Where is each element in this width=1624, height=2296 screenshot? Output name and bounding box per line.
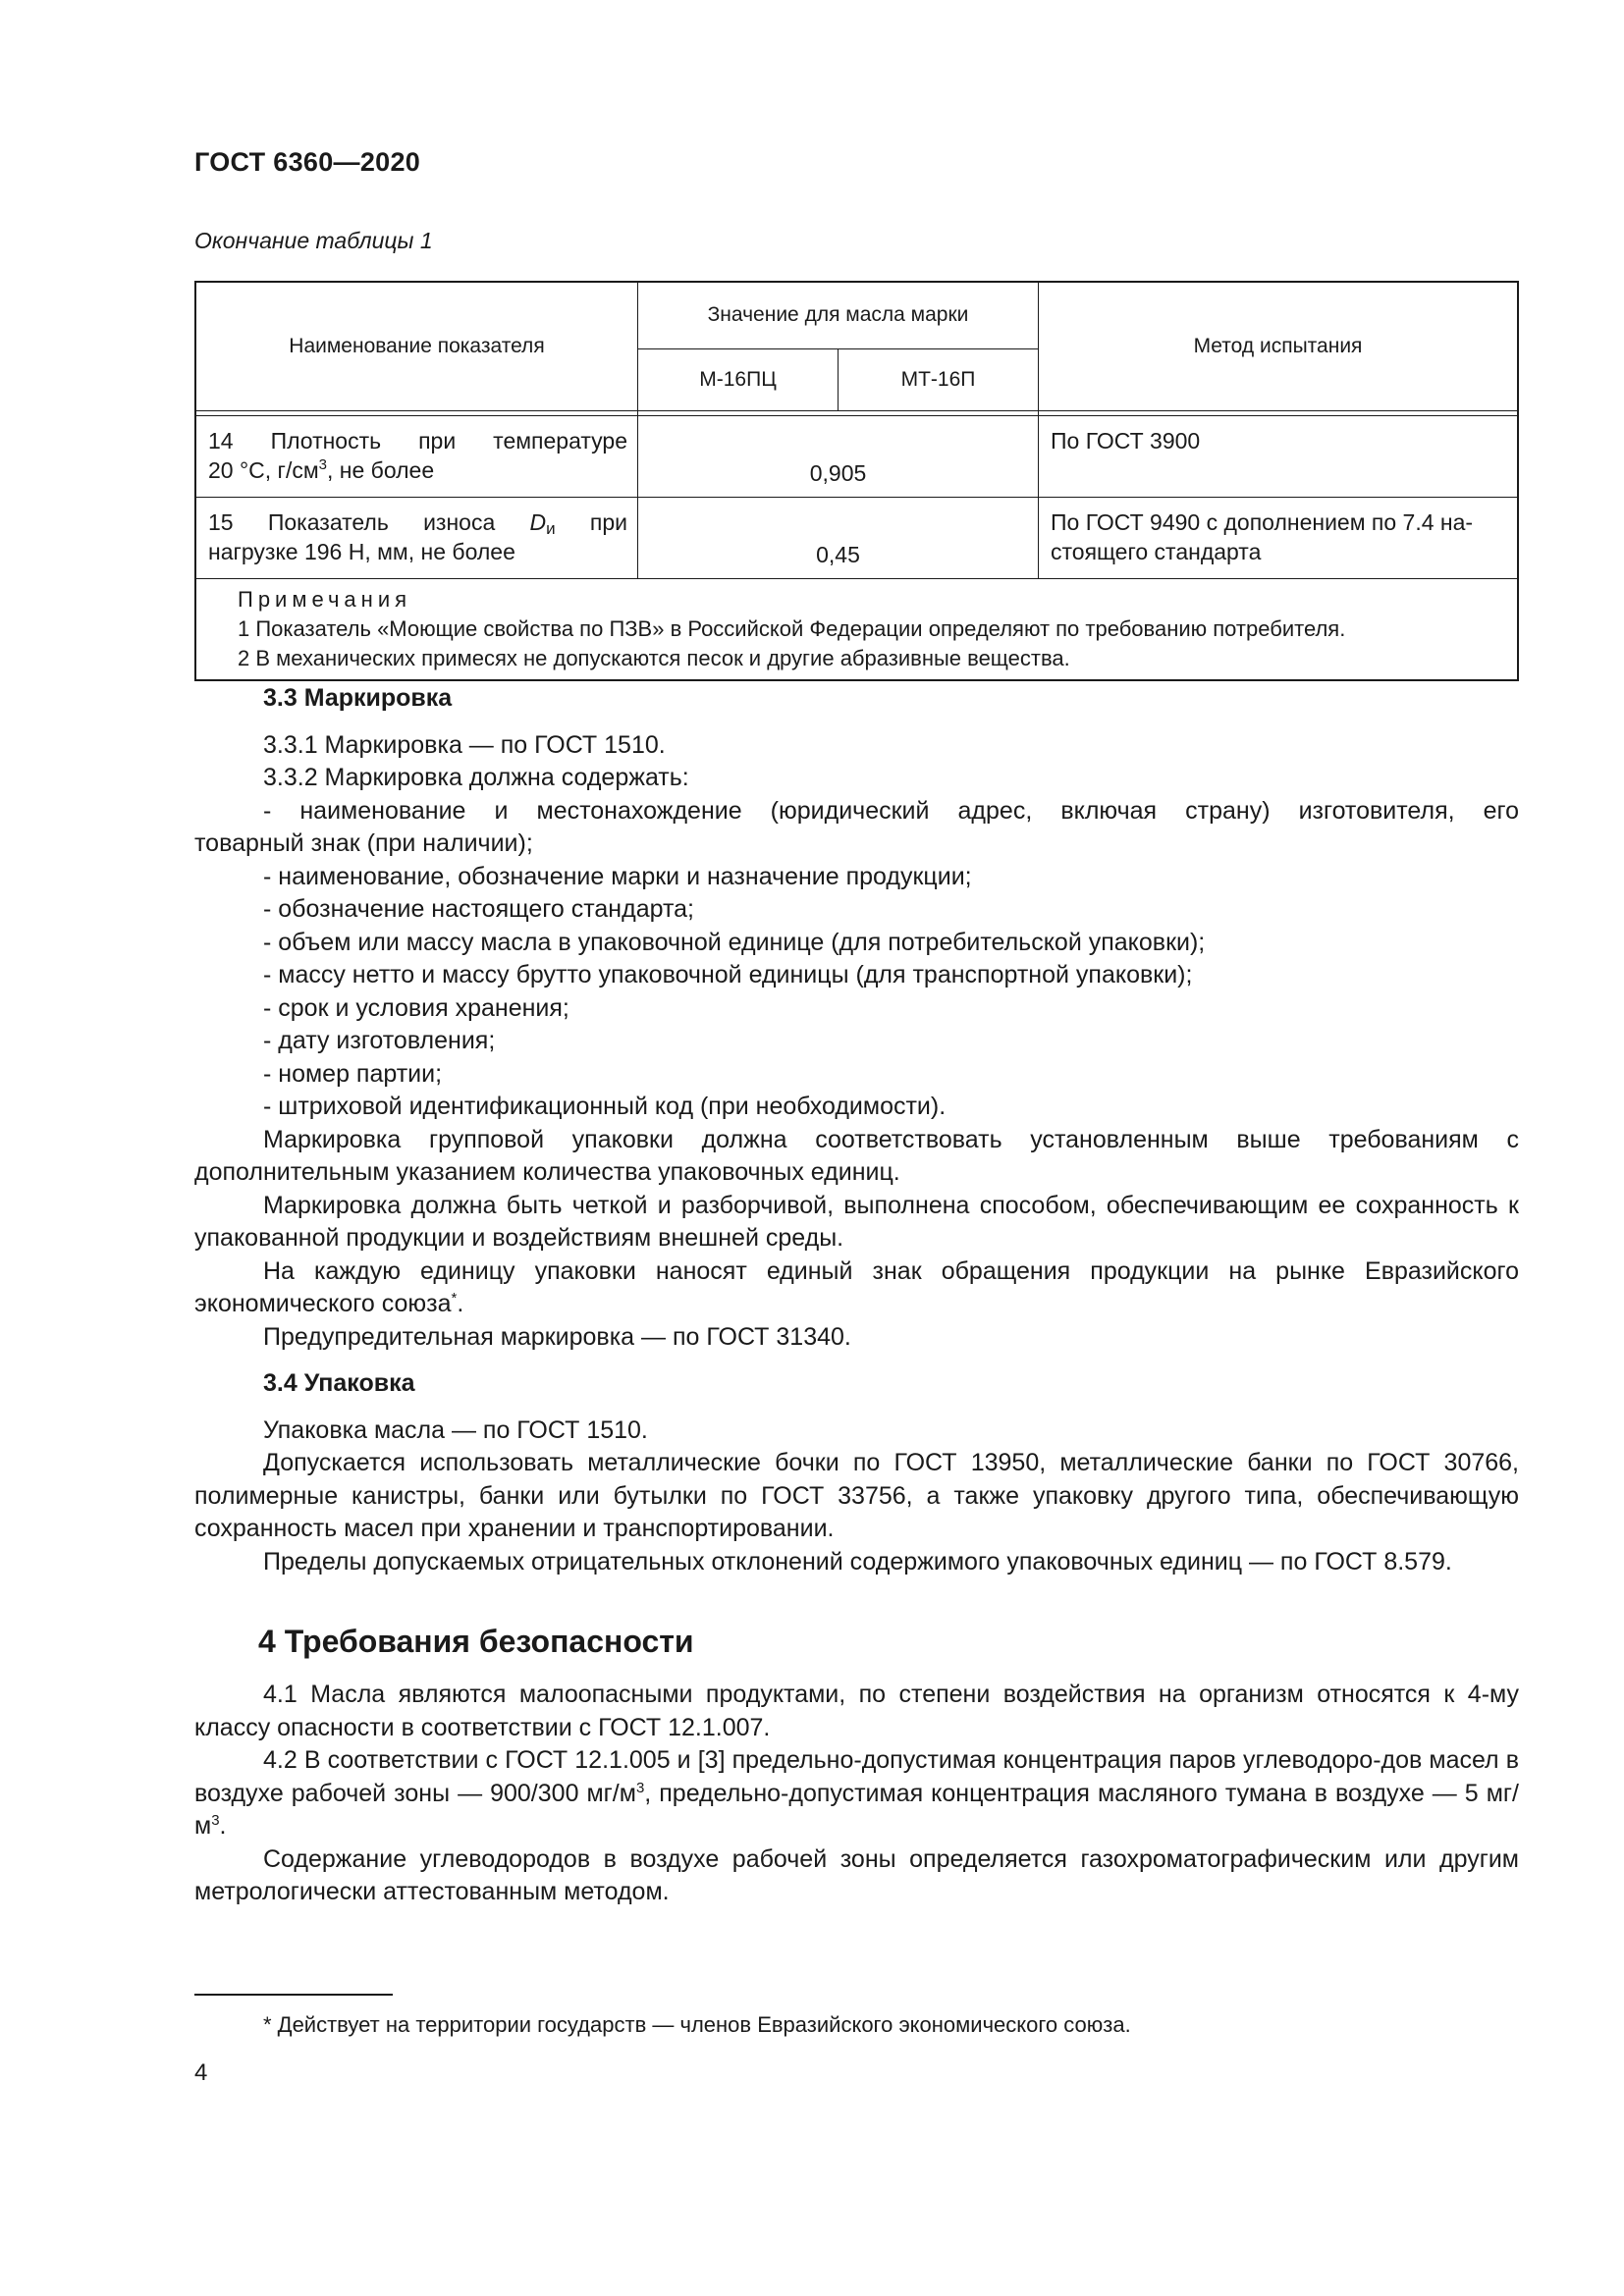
row-name-line: 14 Плотность при температуре — [208, 428, 627, 454]
row-method: По ГОСТ 3900 — [1039, 416, 1519, 498]
column-header-value: Значение для масла марки — [638, 282, 1039, 348]
paragraph: Упаковка масла — по ГОСТ 1510. — [263, 1415, 648, 1444]
footnote: * Действует на территории государств — членов Евразийского экономического союза. — [263, 2012, 1131, 2037]
list-item: - объем или массу масла в упаковочной единице (для потребительской упаковки); — [263, 928, 1206, 956]
note-item: 1 Показатель «Моющие свойства по ПЗВ» в Российской Федерации определяют по требованию потребителя. — [238, 616, 1346, 641]
list-item: - дату изготовления; — [263, 1027, 496, 1054]
column-header-method: Метод испытания — [1039, 282, 1519, 411]
row-name-line: 20 °С, $г/см^3$, не более — [208, 456, 435, 483]
row-value: 0,905 — [638, 416, 1039, 498]
list-item: - наименование и местонахождение (юридический адрес, включая страну) изготовителя, его — [263, 796, 1519, 825]
list-item: - наименование, обозначение марки и назначение продукции; — [263, 862, 972, 890]
paragraph: 3.3.1 Маркировка — по ГОСТ 1510. — [263, 730, 666, 759]
paragraph: Маркировка должна быть четкой и разборчивой, выполнена способом, обеспечивающим ее сохранность к упакованной продукции и воздействиям внешней среды. — [194, 1191, 1519, 1252]
row-name-density — [195, 416, 638, 498]
table-caption: Окончание таблицы 1 — [194, 228, 433, 253]
note-item: 2 В механических примесях не допускаются песок и другие абразивные вещества. — [238, 646, 1070, 670]
list-item: - номер партии; — [263, 1059, 443, 1088]
list-item-continuation: товарный знак (при наличии); — [194, 829, 533, 857]
page-number: 4 — [194, 2059, 208, 2086]
properties-table — [194, 281, 1519, 681]
section-heading-3-4: 3.4 Упаковка — [263, 1369, 415, 1397]
document-header: ГОСТ 6360—2020 — [194, 147, 421, 177]
section-heading-3-3: 3.3 Маркировка — [263, 684, 453, 712]
footnote-mark: * — [451, 1290, 458, 1307]
paragraph: Допускается использовать металлические бочки по ГОСТ 13950, металлические банки по ГОСТ 30766, полимерные канистры, банки или бутылки по ГОСТ 33756, а также упаковку другого типа, обеспечивающую сохранность масел при хранении и транспортировании. — [194, 1449, 1519, 1542]
paragraph: 3.3.2 Маркировка должна содержать: — [263, 764, 689, 791]
notes-title: Примечания — [238, 587, 412, 612]
table-notes-row — [195, 579, 1518, 681]
row-name-wear — [195, 498, 638, 579]
table-row — [195, 498, 1518, 579]
column-header-mt16p: МТ-16П — [839, 348, 1039, 410]
column-header-name: Наименование показателя — [195, 282, 638, 411]
table-row — [195, 416, 1518, 498]
paragraph: Содержание углеводородов в воздухе рабочей зоны определяется газохроматографическим или другим метрологически аттестованным методом. — [194, 1844, 1519, 1905]
document-body — [194, 682, 1519, 1909]
row-name-line: нагрузке 196 Н, мм, не более — [208, 539, 515, 564]
paragraph: Пределы допускаемых отрицательных отклонений содержимого упаковочных единиц — по ГОСТ 8.579. — [263, 1547, 1452, 1575]
list-item: - обозначение настоящего стандарта; — [263, 895, 694, 923]
row-value: 0,45 — [638, 498, 1039, 579]
list-item: - массу нетто и массу брутто упаковочной единицы (для транспортной упаковки); — [263, 961, 1193, 988]
paragraph: На каждую единицу упаковки наносят единый знак обращения продукции на рынке Евразийского экономического союза*. — [194, 1256, 1519, 1317]
list-item: - штриховой идентификационный код (при необходимости). — [263, 1093, 947, 1120]
paragraph: 4.2 В соответствии с ГОСТ 12.1.005 и [3] предельно-допустимая концентрация паров углеводоро-дов масел в воздухе рабочей зоны — 900/300 $мг/м^3$, предельно-допустимая концентрация масляного тумана в воздухе — 5 $мг/м^3$. — [194, 1746, 1519, 1840]
paragraph: Маркировка групповой упаковки должна соответствовать установленным выше требованиям с дополнительным указанием количества упаковочных единиц. — [194, 1125, 1519, 1186]
footnote-separator — [194, 1994, 393, 1996]
table-header-row — [195, 282, 1518, 348]
column-header-m16pc: М-16ПЦ — [638, 348, 839, 410]
list-item: - срок и условия хранения; — [263, 993, 569, 1022]
paragraph: Предупредительная маркировка — по ГОСТ 31340. — [263, 1322, 851, 1351]
row-name-line: 15 Показатель износа $D_и$ при — [208, 509, 627, 538]
section-heading-4: 4 Требования безопасности — [258, 1624, 694, 1659]
row-method: По ГОСТ 9490 с дополнением по 7.4 на- стоящего стандарта — [1039, 498, 1519, 579]
paragraph: 4.1 Масла являются малоопасными продуктами, по степени воздействия на организм относятся к 4-му классу опасности в соответствии с ГОСТ 12.1.007. — [194, 1681, 1519, 1741]
table-notes — [195, 579, 1518, 681]
